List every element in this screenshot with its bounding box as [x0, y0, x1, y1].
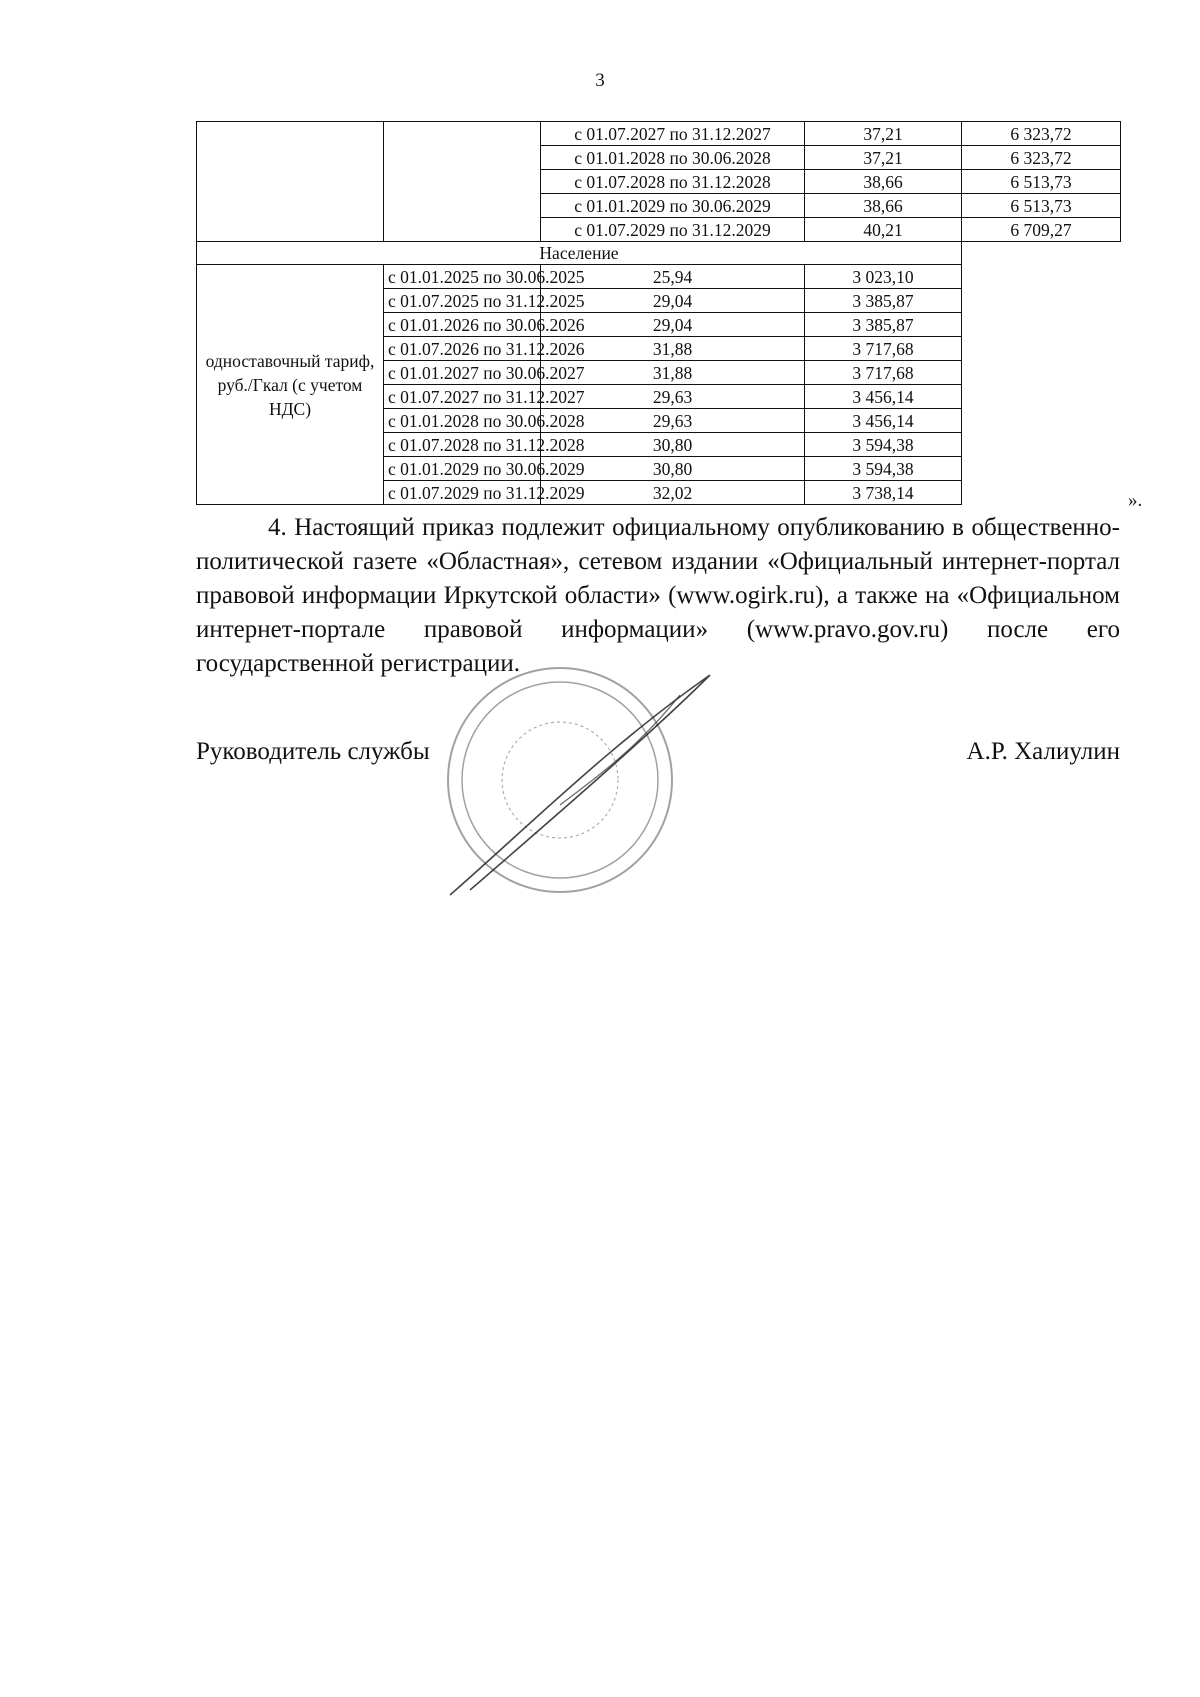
cell-period: с 01.07.2027 по 31.12.2027	[384, 385, 541, 409]
cell-value: 3 456,14	[805, 409, 962, 433]
table-row	[197, 122, 1121, 146]
cell-period: с 01.07.2026 по 31.12.2026	[384, 337, 541, 361]
cell-period: с 01.07.2027 по 31.12.2027	[541, 122, 805, 146]
cell-value: 3 385,87	[805, 289, 962, 313]
cell-rate: 29,63	[541, 385, 805, 409]
group-heading: Население	[197, 242, 962, 265]
official-stamp	[410, 655, 710, 915]
cell-rate: 38,66	[805, 170, 962, 194]
cell-value: 3 023,10	[805, 265, 962, 289]
cell-period: с 01.01.2028 по 30.06.2028	[384, 409, 541, 433]
page-number: 3	[595, 70, 605, 91]
cell-rate: 29,63	[541, 409, 805, 433]
cell-value: 3 594,38	[805, 433, 962, 457]
cell-period: с 01.07.2029 по 31.12.2029	[384, 481, 541, 505]
cell-rate: 29,04	[541, 289, 805, 313]
cell-period: с 01.01.2025 по 30.06.2025	[384, 265, 541, 289]
cell-period: с 01.01.2028 по 30.06.2028	[541, 146, 805, 170]
cell-rate: 38,66	[805, 194, 962, 218]
cell-value: 6 323,72	[962, 122, 1121, 146]
cell-period: с 01.01.2026 по 30.06.2026	[384, 313, 541, 337]
tariff-table	[196, 121, 1121, 505]
cell-value: 3 717,68	[805, 361, 962, 385]
closing-quote: ».	[1128, 490, 1143, 511]
cell-rate: 31,88	[541, 361, 805, 385]
cell-period: с 01.01.2027 по 30.06.2027	[384, 361, 541, 385]
cell-rate: 25,94	[541, 265, 805, 289]
signature-position: Руководитель службы	[196, 738, 430, 765]
cell-value: 6 323,72	[962, 146, 1121, 170]
empty-cell-consumer	[197, 122, 384, 242]
cell-rate: 37,21	[805, 146, 962, 170]
table-row	[197, 265, 1121, 289]
cell-value: 6 709,27	[962, 218, 1121, 242]
cell-rate: 29,04	[541, 313, 805, 337]
cell-value: 3 385,87	[805, 313, 962, 337]
cell-period: с 01.07.2025 по 31.12.2025	[384, 289, 541, 313]
group-heading-row	[197, 242, 1121, 265]
cell-value: 3 456,14	[805, 385, 962, 409]
cell-value: 3 738,14	[805, 481, 962, 505]
cell-period: с 01.07.2029 по 31.12.2029	[541, 218, 805, 242]
cell-period: с 01.07.2028 по 31.12.2028	[384, 433, 541, 457]
signature-name: А.Р. Халиулин	[966, 738, 1120, 765]
cell-value: 3 717,68	[805, 337, 962, 361]
cell-period: с 01.07.2028 по 31.12.2028	[541, 170, 805, 194]
cell-period: с 01.01.2029 по 30.06.2029	[384, 457, 541, 481]
cell-rate: 37,21	[805, 122, 962, 146]
cell-value: 6 513,73	[962, 170, 1121, 194]
cell-rate: 40,21	[805, 218, 962, 242]
cell-rate: 30,80	[541, 433, 805, 457]
cell-period: с 01.01.2029 по 30.06.2029	[541, 194, 805, 218]
cell-rate: 30,80	[541, 457, 805, 481]
cell-rate: 31,88	[541, 337, 805, 361]
cell-value: 6 513,73	[962, 194, 1121, 218]
cell-rate: 32,02	[541, 481, 805, 505]
empty-cell-tariff	[384, 122, 541, 242]
cell-value: 3 594,38	[805, 457, 962, 481]
paragraph-4-text: 4. Настоящий приказ подлежит официальному опубликованию в общественно-политической газете «Областная», сетевом издании «Официальный интернет-портал правовой информации Иркутской области» (www.ogirk.ru), а также на «Официальном интернет-портале правовой информации» (www.pravo.gov.ru) после его государственной регистрации.	[196, 514, 1120, 677]
tariff-label: одноставочный тариф, руб./Гкал (с учетом НДС)	[197, 265, 384, 505]
